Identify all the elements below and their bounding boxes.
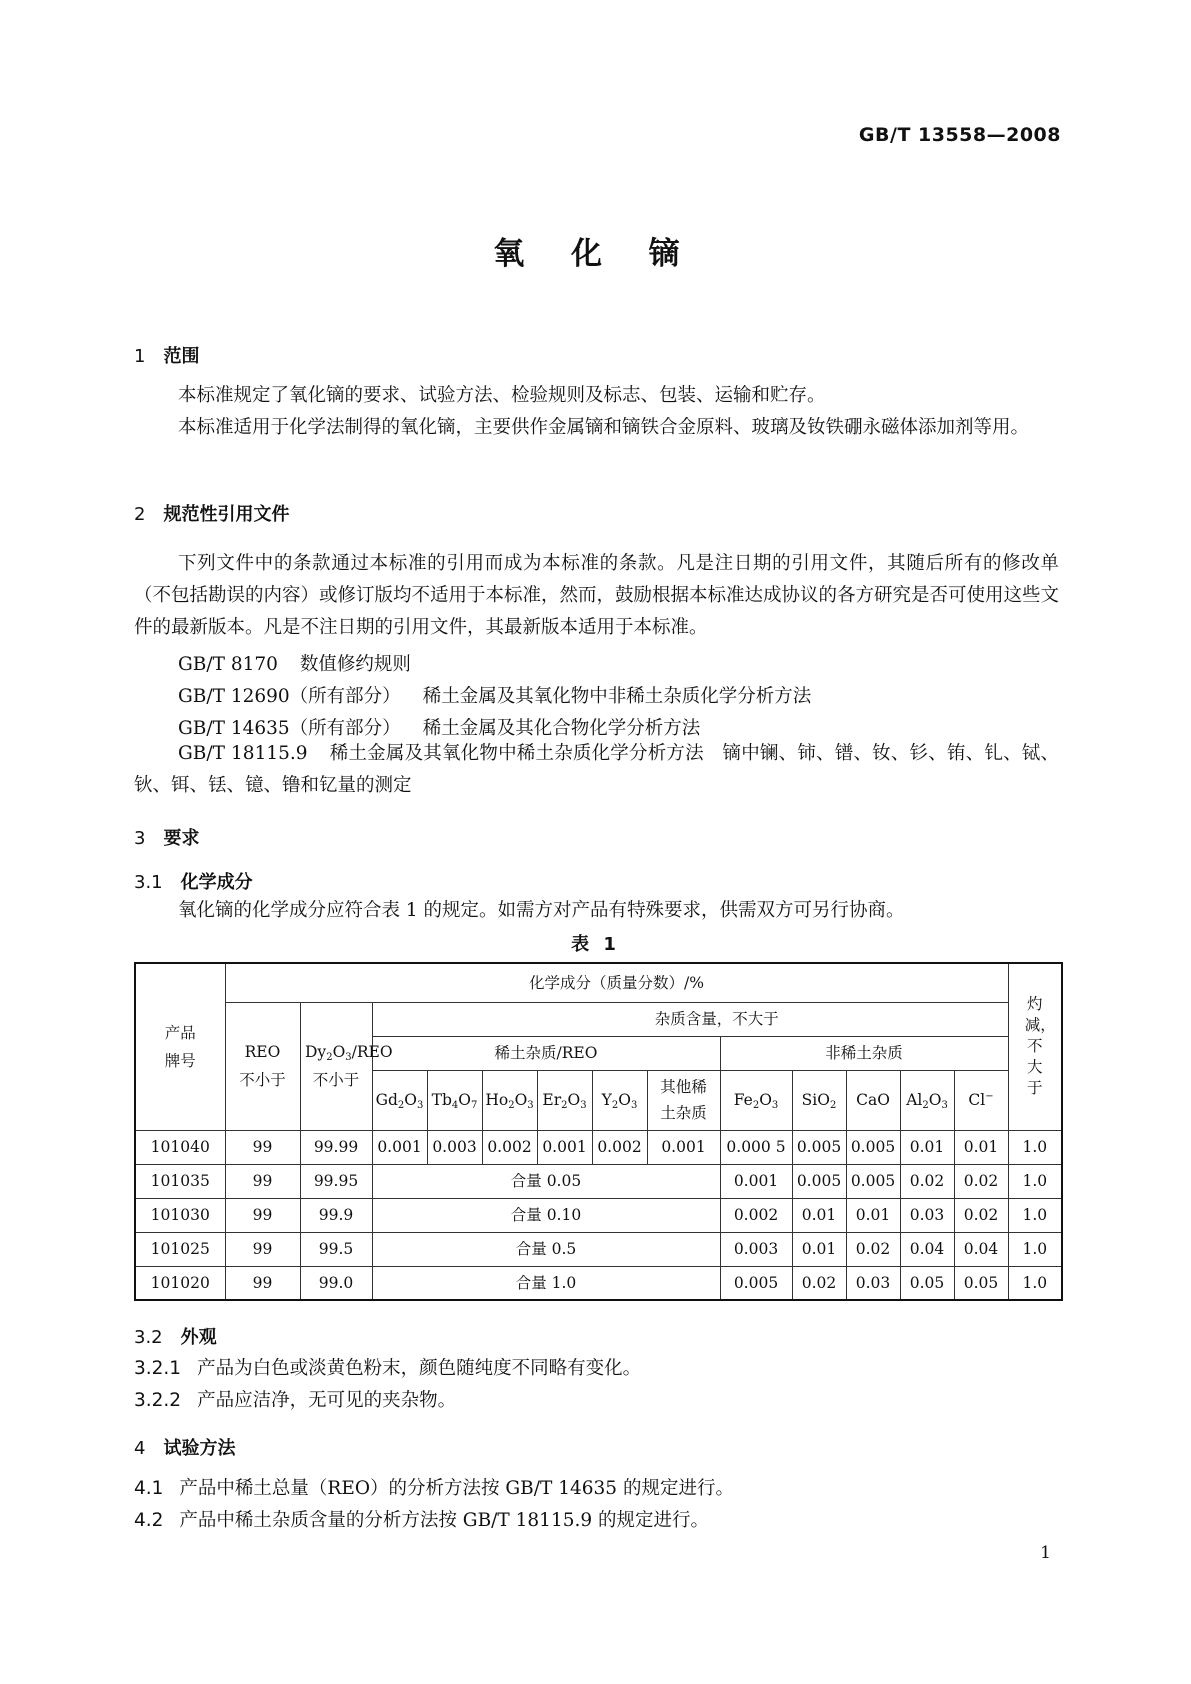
section-number: 2 (134, 504, 146, 525)
clause-number: 4.2 (134, 1510, 164, 1531)
cell-dy2o3: 99.5 (300, 1232, 372, 1266)
subsection-number: 3.1 (134, 872, 163, 893)
header-tb4o7: $Tb_4O_7$ (427, 1070, 482, 1130)
clause (134, 1386, 456, 1412)
reference-item (178, 682, 811, 708)
cell-cl: 0.02 (954, 1198, 1008, 1232)
cell-al2o3: 0.03 (900, 1198, 954, 1232)
cell-loss: 1.0 (1008, 1130, 1062, 1164)
cell-cao: 0.03 (846, 1266, 900, 1300)
header-fe2o3: $Fe_2O_3$ (720, 1070, 792, 1130)
cell-reo: 99 (225, 1266, 300, 1300)
paragraph: 下列文件中的条款通过本标准的引用而成为本标准的条款。凡是注日期的引用文件，其随后所有的修改单（不包括勘误的内容）或修订版均不适用于本标准，然而，鼓励根据本标准达成协议的各方研究是否可使用这些文件的最新版本。凡是不注日期的引用文件，其最新版本适用于本标准。 (134, 553, 1060, 638)
cell-cao: 0.01 (846, 1198, 900, 1232)
subsection-title: 外观 (180, 1327, 217, 1348)
header-reo: REO不小于 (225, 1002, 300, 1130)
section-heading (134, 342, 199, 368)
clause (134, 1506, 709, 1532)
header-product-grade: 产品牌号 (135, 963, 225, 1130)
header-other-rare-earth: 其他稀土杂质 (647, 1070, 720, 1130)
cell-loss: 1.0 (1008, 1164, 1062, 1198)
cell-cao: 0.005 (846, 1130, 900, 1164)
header-y2o3: $Y_2O_3$ (592, 1070, 647, 1130)
table-row (135, 1130, 1062, 1164)
table-row (135, 1164, 1062, 1198)
section-title: 试验方法 (163, 1438, 236, 1459)
section-heading (134, 824, 199, 850)
header-impurity: 杂质含量，不大于 (372, 1002, 1062, 1036)
paragraph: 本标准规定了氧化镝的要求、试验方法、检验规则及标志、包装、运输和贮存。 (178, 385, 826, 406)
clause-number: 3.2.1 (134, 1358, 182, 1379)
header-cao: CaO (846, 1070, 900, 1130)
cell-re-impurity-total: 合量 1.0 (372, 1266, 720, 1300)
cell-sio2: 0.01 (792, 1232, 846, 1266)
cell-y2o3: 0.002 (592, 1130, 647, 1164)
header-rare-earth-impurity: 稀土杂质/REO (372, 1036, 720, 1070)
cell-dy2o3: 99.99 (300, 1130, 372, 1164)
clause-number: 3.2.2 (134, 1390, 182, 1411)
reference-title: 数值修约规则 (299, 654, 411, 675)
cell-grade: 101025 (135, 1232, 225, 1266)
table-row (135, 1266, 1062, 1300)
clause-text: 产品为白色或淡黄色粉末，颜色随纯度不同略有变化。 (197, 1358, 642, 1379)
cell-fe2o3: 0.003 (720, 1232, 792, 1266)
header-dy2o3-ratio: $Dy_2O_3$/REO不小于 (300, 1002, 372, 1130)
cell-al2o3: 0.02 (900, 1164, 954, 1198)
clause (134, 1354, 641, 1380)
subsection-number: 3.2 (134, 1327, 163, 1348)
section-title: 范围 (163, 346, 200, 367)
header-loss-on-ignition: 灼减，不大于 (1008, 963, 1062, 1130)
reference-item (178, 714, 700, 740)
header-al2o3: $Al_2O_3$ (900, 1070, 954, 1130)
clause-number: 4.1 (134, 1478, 164, 1499)
cell-cl: 0.02 (954, 1164, 1008, 1198)
cell-er2o3: 0.001 (537, 1130, 592, 1164)
header-ho2o3: $Ho_2O_3$ (482, 1070, 537, 1130)
table-caption: 表 1 (571, 934, 620, 955)
cell-loss: 1.0 (1008, 1266, 1062, 1300)
cell-reo: 99 (225, 1130, 300, 1164)
header-gd2o3: $Gd_2O_3$ (372, 1070, 427, 1130)
cell-cao: 0.005 (846, 1164, 900, 1198)
reference-item (178, 650, 411, 676)
header-cl: Cl− (954, 1070, 1008, 1130)
reference-code: GB/T 8170 (178, 654, 278, 675)
subsection-heading (134, 1323, 217, 1349)
cell-fe2o3: 0.000 5 (720, 1130, 792, 1164)
cell-fe2o3: 0.005 (720, 1266, 792, 1300)
cell-tb4o7: 0.003 (427, 1130, 482, 1164)
header-non-rare-earth-impurity: 非稀土杂质 (720, 1036, 1008, 1070)
cell-dy2o3: 99.9 (300, 1198, 372, 1232)
reference-title: 稀土金属及其氧化物中稀土杂质化学分析方法 镝中镧、铈、镨、钕、钐、铕、钆、铽、钬、铒、铥、镱、镥和钇量的测定 (134, 743, 1059, 796)
section-heading (134, 500, 289, 526)
reference-title: 稀土金属及其化合物化学分析方法 (422, 718, 701, 739)
section-number: 4 (134, 1438, 146, 1459)
section-heading (134, 1434, 235, 1460)
cell-loss: 1.0 (1008, 1232, 1062, 1266)
cell-re-impurity-total: 合量 0.05 (372, 1164, 720, 1198)
cell-reo: 99 (225, 1164, 300, 1198)
cell-re-impurity-total: 合量 0.10 (372, 1198, 720, 1232)
cell-sio2: 0.01 (792, 1198, 846, 1232)
subsection-heading (134, 868, 253, 894)
cell-grade: 101040 (135, 1130, 225, 1164)
section-number: 1 (134, 346, 146, 367)
cell-reo: 99 (225, 1232, 300, 1266)
section-title: 规范性引用文件 (163, 504, 290, 525)
table-row (135, 1232, 1062, 1266)
clause (134, 1474, 734, 1500)
header-er2o3: $Er_2O_3$ (537, 1070, 592, 1130)
reference-code: GB/T 12690（所有部分） (178, 686, 401, 707)
clause-text: 产品应洁净，无可见的夹杂物。 (197, 1390, 457, 1411)
cell-gd2o3: 0.001 (372, 1130, 427, 1164)
cell-dy2o3: 99.95 (300, 1164, 372, 1198)
paragraph: 氧化镝的化学成分应符合表 1 的规定。如需方对产品有特殊要求，供需双方可另行协商。 (178, 900, 905, 921)
subsection-title: 化学成分 (180, 872, 253, 893)
cell-ho2o3: 0.002 (482, 1130, 537, 1164)
reference-code: GB/T 14635（所有部分） (178, 718, 401, 739)
cell-grade: 101035 (135, 1164, 225, 1198)
cell-cl: 0.05 (954, 1266, 1008, 1300)
cell-other-re: 0.001 (647, 1130, 720, 1164)
cell-fe2o3: 0.002 (720, 1198, 792, 1232)
cell-cl: 0.01 (954, 1130, 1008, 1164)
cell-al2o3: 0.04 (900, 1232, 954, 1266)
section-number: 3 (134, 828, 146, 849)
header-composition: 化学成分（质量分数）/% (225, 963, 1008, 1002)
cell-sio2: 0.005 (792, 1130, 846, 1164)
cell-loss: 1.0 (1008, 1198, 1062, 1232)
header-sio2: SiO$_2$ (792, 1070, 846, 1130)
section-title: 要求 (163, 828, 200, 849)
standard-code: GB/T 13558—2008 (858, 124, 1061, 146)
cell-sio2: 0.005 (792, 1164, 846, 1198)
cell-dy2o3: 99.0 (300, 1266, 372, 1300)
table-row (135, 1198, 1062, 1232)
chemical-composition-table (134, 962, 1063, 1301)
cell-grade: 101020 (135, 1266, 225, 1300)
document-title: 氧 化 镝 (493, 236, 698, 272)
cell-fe2o3: 0.001 (720, 1164, 792, 1198)
clause-text: 产品中稀土杂质含量的分析方法按 GB/T 18115.9 的规定进行。 (179, 1510, 710, 1531)
cell-re-impurity-total: 合量 0.5 (372, 1232, 720, 1266)
paragraph: 本标准适用于化学法制得的氧化镝，主要供作金属镝和镝铁合金原料、玻璃及钕铁硼永磁体添加剂等用。 (178, 417, 1030, 438)
page-number: 1 (1040, 1543, 1051, 1563)
cell-cao: 0.02 (846, 1232, 900, 1266)
clause-text: 产品中稀土总量（REO）的分析方法按 GB/T 14635 的规定进行。 (179, 1478, 734, 1499)
cell-al2o3: 0.05 (900, 1266, 954, 1300)
reference-item (134, 738, 1059, 802)
cell-al2o3: 0.01 (900, 1130, 954, 1164)
cell-sio2: 0.02 (792, 1266, 846, 1300)
cell-reo: 99 (225, 1198, 300, 1232)
cell-cl: 0.04 (954, 1232, 1008, 1266)
reference-code: GB/T 18115.9 (178, 743, 308, 764)
reference-title: 稀土金属及其氧化物中非稀土杂质化学分析方法 (422, 686, 812, 707)
cell-grade: 101030 (135, 1198, 225, 1232)
